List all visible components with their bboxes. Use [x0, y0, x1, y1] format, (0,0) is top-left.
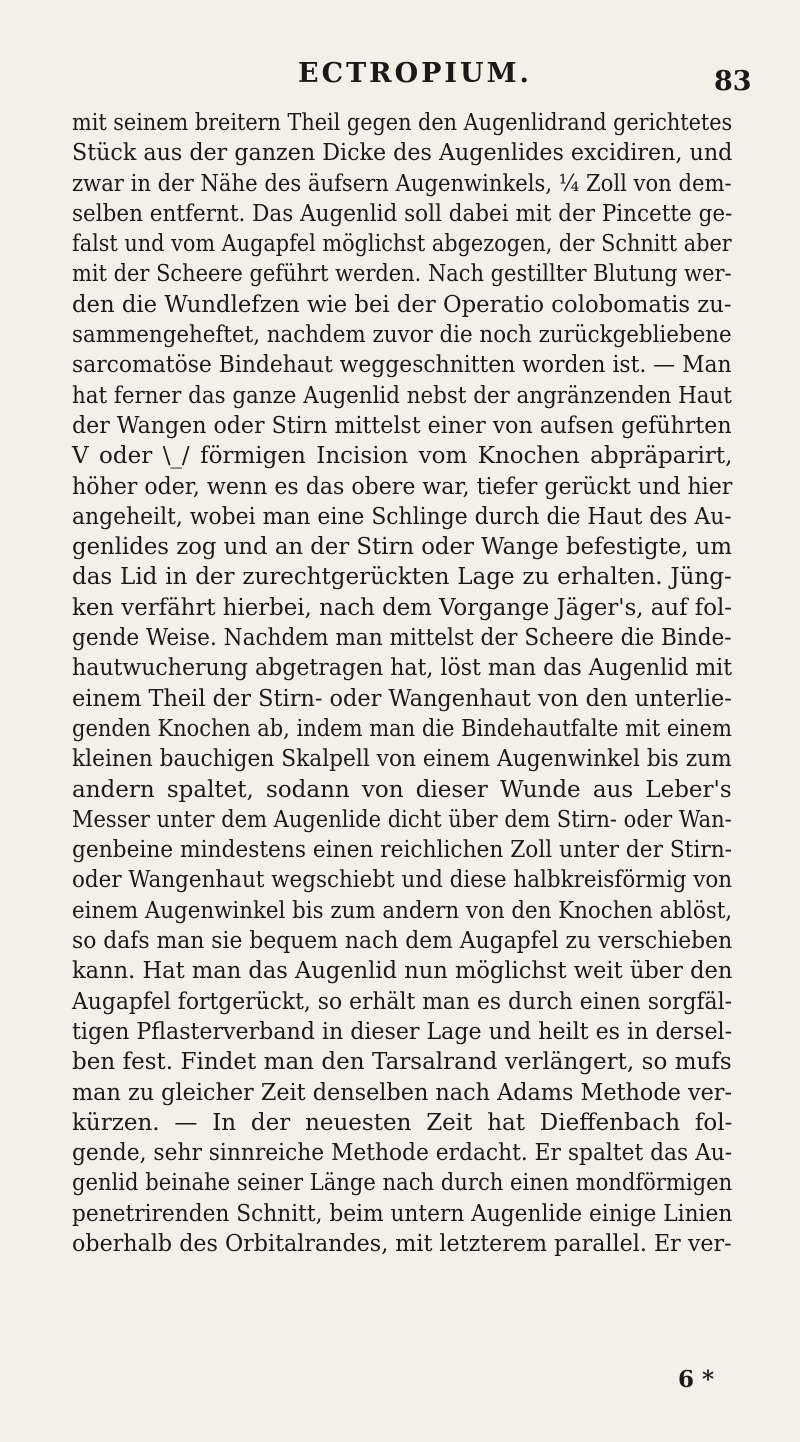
text-line: das Lid in der zurechtgerückten Lage zu erhalten. Jüng- — [72, 564, 732, 591]
text-line: falst und vom Augapfel möglichst abgezogen, der Schnitt aber — [72, 231, 732, 258]
text-line: genlides zog und an der Stirn oder Wange befestigte, um — [72, 534, 732, 561]
text-line: oberhalb des Orbitalrandes, mit letzterem parallel. Er ver- — [72, 1230, 732, 1257]
text-line: genbeine mindestens einen reichlichen Zoll unter der Stirn- — [72, 837, 732, 864]
text-line: mit der Scheere geführt werden. Nach gestillter Blutung wer- — [72, 261, 732, 288]
text-line: mit seinem breitern Theil gegen den Augenlidrand gerichtetes — [72, 110, 733, 136]
body-text — [72, 108, 732, 1259]
text-line: Augapfel fortgerückt, so erhält man es durch einen sorgfäl- — [72, 988, 732, 1015]
text-line: genlid beinahe seiner Länge nach durch einen mondförmigen — [72, 1170, 733, 1197]
text-line: ken verfährt hierbei, nach dem Vorgange Jäger's, auf fol- — [72, 594, 733, 621]
text-line: genden Knochen ab, indem man die Bindehautfalte mit einem — [72, 715, 732, 742]
running-title: ECTROPIUM. — [298, 58, 532, 89]
running-head — [0, 58, 800, 98]
text-line: selben entfernt. Das Augenlid soll dabei mit der Pincette ge- — [72, 200, 733, 227]
text-line: hautwucherung abgetragen hat, löst man das Augenlid mit — [72, 655, 733, 682]
text-line: gende, sehr sinnreiche Methode erdacht. Er spaltet das Au- — [72, 1140, 733, 1167]
text-line: hat ferner das ganze Augenlid nebst der angränzenden Haut — [72, 382, 732, 409]
text-line: andern spaltet, sodann von dieser Wunde aus Leber's — [72, 776, 732, 803]
text-line: zwar in der Nähe des äufsern Augenwinkels, ¼ Zoll von dem- — [72, 170, 732, 197]
signature-mark: 6 * — [678, 1366, 715, 1393]
text-line: so dafs man sie bequem nach dem Augapfel zu verschieben — [72, 928, 733, 955]
text-line: sarcomatöse Bindehaut weggeschnitten worden ist. — Man — [72, 352, 732, 379]
text-line: einem Augenwinkel bis zum andern von den Knochen ablöst, — [72, 897, 733, 924]
text-line: höher oder, wenn es das obere war, tiefer gerückt und hier — [72, 473, 733, 500]
text-line: einem Theil der Stirn- oder Wangenhaut von den unterlie- — [72, 685, 732, 712]
text-line: oder Wangenhaut wegschiebt und diese halbkreisförmig von — [72, 867, 733, 894]
page-number: 83 — [714, 66, 752, 97]
text-line: penetrirenden Schnitt, beim untern Augenlide einige Linien — [72, 1200, 733, 1227]
text-line: Messer unter dem Augenlide dicht über dem Stirn- oder Wan- — [72, 806, 732, 833]
text-line: kleinen bauchigen Skalpell von einem Augenwinkel bis zum — [72, 746, 732, 773]
text-line: kürzen. — In der neuesten Zeit hat Dieffenbach fol- — [72, 1109, 733, 1136]
text-line: gende Weise. Nachdem man mittelst der Scheere die Binde- — [72, 625, 732, 652]
text-line: man zu gleicher Zeit denselben nach Adams Methode ver- — [72, 1079, 733, 1106]
text-line: angeheilt, wobei man eine Schlinge durch die Haut des Au- — [72, 503, 732, 530]
text-line: tigen Pflasterverband in dieser Lage und heilt es in dersel- — [72, 1018, 733, 1045]
text-line: kann. Hat man das Augenlid nun möglichst weit über den — [72, 958, 733, 985]
text-line: sammengeheftet, nachdem zuvor die noch zurückgebliebene — [72, 322, 732, 349]
text-line: der Wangen oder Stirn mittelst einer von aufsen geführten — [72, 412, 732, 439]
text-line: ben fest. Findet man den Tarsalrand verlängert, so mufs — [72, 1049, 732, 1076]
text-line: V oder \_/ förmigen Incision vom Knochen abpräparirt, — [72, 443, 733, 470]
text-line: den die Wundlefzen wie bei der Operatio colobomatis zu- — [72, 291, 732, 318]
text-line: Stück aus der ganzen Dicke des Augenlides excidiren, und — [72, 140, 733, 167]
